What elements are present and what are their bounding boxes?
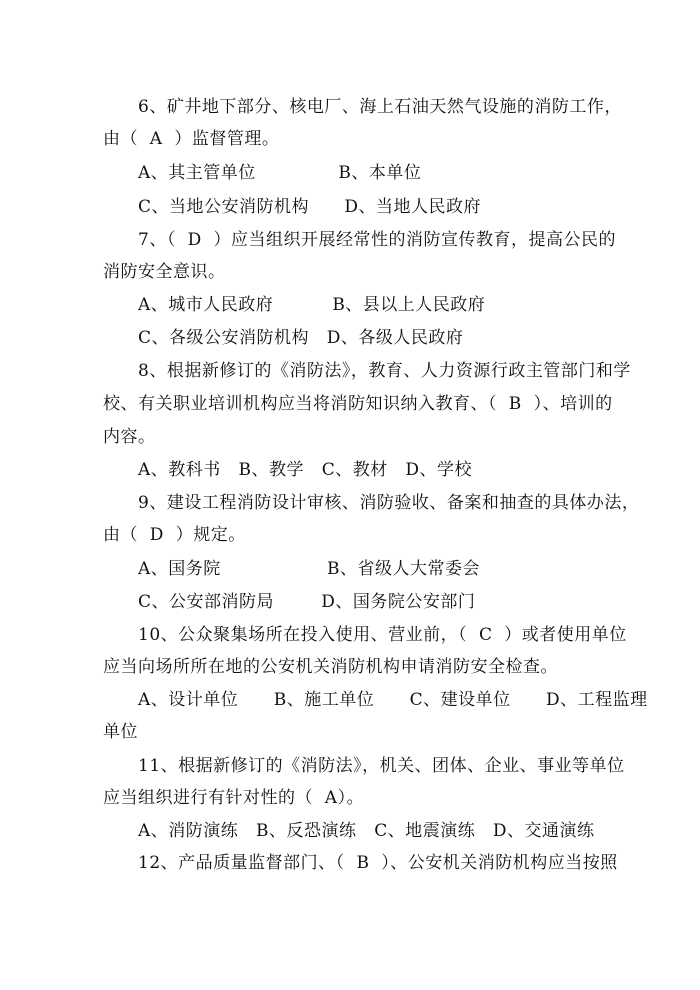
q11-stem-line-2: 应当组织进行有针对性的（ A）。 [103,788,365,808]
q10-options: A、设计单位 B、施工单位 C、建设单位 D、工程监理 [138,690,648,710]
q9-options-ab: A、国务院 B、省级人大常委会 [138,559,481,579]
q7-options-ab: A、城市人民政府 B、县以上人民政府 [138,295,486,315]
q7-options-cd: C、各级公安消防机构 D、各级人民政府 [138,328,464,348]
q9-stem-line-1: 9、建设工程消防设计审核、消防验收、备案和抽查的具体办法， [138,493,640,513]
q6-stem-line-2: 由（ A ）监督管理。 [103,129,280,149]
q11-options: A、消防演练 B、反恐演练 C、地震演练 D、交通演练 [138,821,595,841]
q9-stem-line-2: 由（ D ）规定。 [103,525,246,545]
q11-stem-line-1: 11、根据新修订的《消防法》，机关、团体、企业、事业等单位 [138,756,625,776]
q10-stem-line-1: 10、公众聚集场所在投入使用、营业前，（ C ）或者使用单位 [138,625,627,645]
q6-stem-line-1: 6、矿井地下部分、核电厂、海上石油天然气设施的消防工作， [138,97,622,117]
q8-options: A、教科书 B、教学 C、教材 D、学校 [138,460,473,480]
q10-stem-line-2: 应当向场所所在地的公安机关消防机构申请消防安全检查。 [103,657,558,677]
q12-stem-line-1: 12、产品质量监督部门、（ B ）、公安机关消防机构应当按照 [138,853,618,873]
q6-options-cd: C、当地公安消防机构 D、当地人民政府 [138,197,482,217]
q8-stem-line-2: 校、有关职业培训机构应当将消防知识纳入教育、（ B ）、培训的 [103,394,613,414]
q8-stem-line-3: 内容。 [103,427,156,447]
q7-stem-line-2: 消防安全意识。 [103,262,226,282]
q10-options-cont: 单位 [103,722,138,742]
q9-options-cd: C、公安部消防局 D、国务院公安部门 [138,592,476,612]
q7-stem-line-1: 7、（ D ）应当组织开展经常性的消防宣传教育，提高公民的 [138,230,617,250]
q8-stem-line-1: 8、根据新修订的《消防法》，教育、人力资源行政主管部门和学 [138,361,631,381]
q6-options-ab: A、其主管单位 B、本单位 [138,163,422,183]
